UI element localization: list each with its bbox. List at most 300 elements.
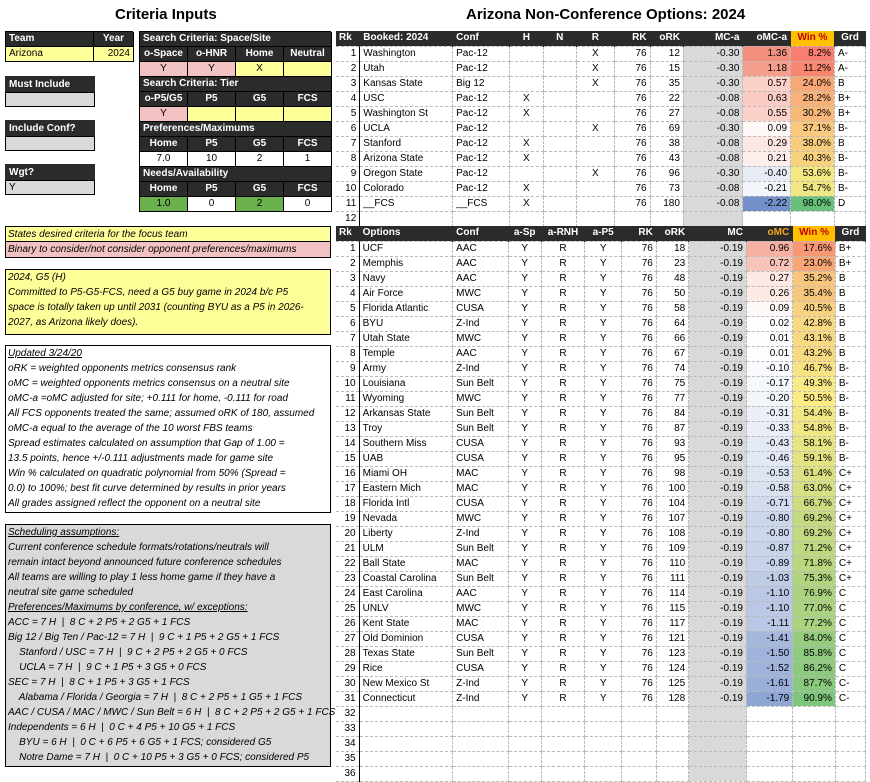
table-cell: 76 bbox=[614, 151, 650, 166]
must-include-input[interactable] bbox=[5, 92, 95, 107]
table-cell: -0.46 bbox=[746, 451, 792, 466]
table-cell: C+ bbox=[835, 511, 865, 526]
table-cell: B- bbox=[835, 421, 865, 436]
table-row[interactable] bbox=[336, 241, 866, 256]
table-cell: Southern Miss bbox=[359, 436, 453, 451]
table-cell: -0.30 bbox=[683, 76, 743, 91]
table-cell: Y bbox=[585, 406, 622, 421]
table-cell: Louisiana bbox=[359, 376, 453, 391]
table-cell: R bbox=[541, 331, 584, 346]
table-row[interactable] bbox=[336, 451, 866, 466]
table-cell: 86.2% bbox=[793, 661, 836, 676]
table-row[interactable] bbox=[336, 496, 866, 511]
table-cell bbox=[585, 766, 622, 781]
booked-table bbox=[336, 31, 866, 227]
table-cell: 12 bbox=[336, 211, 360, 226]
table-cell bbox=[746, 721, 792, 736]
table-row[interactable] bbox=[336, 511, 866, 526]
table-cell: 111 bbox=[656, 571, 688, 586]
table-cell: R bbox=[541, 316, 584, 331]
table-cell: 128 bbox=[656, 691, 688, 706]
table-cell: A- bbox=[834, 61, 865, 76]
table-cell: Pac-12 bbox=[453, 121, 510, 136]
table-cell: -1.41 bbox=[746, 631, 792, 646]
note-line: space is totally taken up until 2031 (counting BYU as a P5 in 2026- bbox=[8, 302, 304, 313]
table-cell: AAC bbox=[453, 586, 508, 601]
table-cell: -0.19 bbox=[689, 436, 747, 451]
table-cell: B- bbox=[835, 376, 865, 391]
table-cell: 28 bbox=[336, 646, 359, 661]
table-row[interactable] bbox=[336, 751, 866, 766]
table-cell bbox=[510, 211, 543, 226]
table-cell: Y bbox=[585, 376, 622, 391]
table-cell: Y bbox=[508, 631, 541, 646]
table-cell: -1.50 bbox=[746, 646, 792, 661]
table-cell bbox=[835, 751, 865, 766]
table-cell: Wyoming bbox=[359, 391, 453, 406]
table-cell bbox=[543, 106, 576, 121]
table-cell: C+ bbox=[835, 526, 865, 541]
col-header: FCS bbox=[284, 137, 332, 152]
note-line: SEC = 7 H | 8 C + 1 P5 + 3 G5 + 1 FCS bbox=[8, 677, 190, 688]
table-cell: 27 bbox=[650, 106, 683, 121]
note-line: ACC = 7 H | 8 C + 2 P5 + 2 G5 + 1 FCS bbox=[8, 617, 191, 628]
table-cell: 76 bbox=[622, 676, 657, 691]
table-cell: -0.53 bbox=[746, 466, 792, 481]
table-cell bbox=[793, 751, 836, 766]
table-cell: 32 bbox=[336, 706, 359, 721]
note-line: 0.0) to 100%; best fit curve determined by results in prior years bbox=[8, 483, 286, 494]
table-cell: C+ bbox=[835, 541, 865, 556]
table-cell: Pac-12 bbox=[453, 136, 510, 151]
table-cell bbox=[835, 736, 865, 751]
wgt-input[interactable]: Y bbox=[5, 180, 95, 195]
table-cell bbox=[543, 181, 576, 196]
table-cell: -1.61 bbox=[746, 676, 792, 691]
table-cell: AAC bbox=[453, 256, 508, 271]
table-cell: 76 bbox=[622, 256, 657, 271]
table-cell bbox=[835, 706, 865, 721]
table-row[interactable] bbox=[336, 616, 866, 631]
table-cell: Pac-12 bbox=[453, 91, 510, 106]
table-cell: -0.31 bbox=[746, 406, 792, 421]
table-cell bbox=[453, 721, 508, 736]
table-cell bbox=[453, 706, 508, 721]
table-cell: X bbox=[510, 196, 543, 211]
table-row[interactable] bbox=[336, 301, 866, 316]
table-cell: -0.19 bbox=[689, 691, 747, 706]
table-cell: Z-Ind bbox=[453, 361, 508, 376]
table-cell bbox=[359, 766, 453, 781]
table-cell bbox=[791, 211, 835, 226]
g5-input[interactable] bbox=[236, 107, 284, 122]
table-cell: R bbox=[541, 586, 584, 601]
include-conf-input[interactable] bbox=[5, 136, 95, 151]
table-cell: Ball State bbox=[359, 556, 453, 571]
table-cell: 64 bbox=[656, 316, 688, 331]
table-cell bbox=[689, 751, 747, 766]
table-cell bbox=[453, 736, 508, 751]
table-cell: C+ bbox=[835, 466, 865, 481]
table-cell: D bbox=[834, 196, 865, 211]
table-cell bbox=[656, 721, 688, 736]
table-cell: 34 bbox=[336, 736, 359, 751]
table-cell: 87.7% bbox=[793, 676, 836, 691]
table-cell: Y bbox=[585, 646, 622, 661]
table-row[interactable] bbox=[336, 706, 866, 721]
table-cell: 0.09 bbox=[746, 301, 792, 316]
table-row[interactable] bbox=[336, 421, 866, 436]
table-cell: Y bbox=[508, 286, 541, 301]
table-cell: R bbox=[541, 406, 584, 421]
pref-value: 2 bbox=[236, 152, 284, 167]
table-cell bbox=[622, 721, 657, 736]
need-value: 1.0 bbox=[140, 197, 188, 212]
table-row[interactable] bbox=[336, 406, 866, 421]
table-cell: -0.40 bbox=[743, 166, 791, 181]
table-cell: -0.71 bbox=[746, 496, 792, 511]
table-cell: 76 bbox=[622, 556, 657, 571]
table-cell: 76 bbox=[622, 406, 657, 421]
table-cell: Y bbox=[585, 661, 622, 676]
note-line: All teams are willing to play 1 less home game if they have a bbox=[8, 572, 276, 583]
team-input[interactable]: Arizona bbox=[6, 47, 94, 62]
table-cell: B- bbox=[835, 391, 865, 406]
table-cell: 76 bbox=[622, 511, 657, 526]
table-cell: MWC bbox=[453, 331, 508, 346]
table-row[interactable] bbox=[336, 661, 866, 676]
table-cell: B bbox=[835, 331, 865, 346]
table-cell: B+ bbox=[835, 256, 865, 271]
table-cell: R bbox=[541, 511, 584, 526]
table-row[interactable] bbox=[336, 91, 866, 106]
table-cell: -1.10 bbox=[746, 586, 792, 601]
table-cell: 11 bbox=[336, 196, 360, 211]
table-row[interactable] bbox=[336, 586, 866, 601]
table-cell: Army bbox=[359, 361, 453, 376]
table-cell: 36 bbox=[336, 766, 359, 781]
table-cell: Y bbox=[585, 346, 622, 361]
table-cell: R bbox=[541, 451, 584, 466]
table-row[interactable] bbox=[336, 601, 866, 616]
table-row[interactable] bbox=[336, 721, 866, 736]
table-cell: 27 bbox=[336, 631, 359, 646]
table-cell: 42.8% bbox=[793, 316, 836, 331]
table-cell: -0.87 bbox=[746, 541, 792, 556]
table-cell: 12 bbox=[336, 406, 359, 421]
fcs-input[interactable] bbox=[284, 107, 332, 122]
tier-header: Search Criteria: Tier bbox=[140, 77, 332, 92]
table-cell bbox=[656, 736, 688, 751]
table-cell: Arkansas State bbox=[359, 406, 453, 421]
table-cell: 85.8% bbox=[793, 646, 836, 661]
table-cell: 38.0% bbox=[791, 136, 835, 151]
table-cell: B bbox=[835, 271, 865, 286]
table-cell: 53.6% bbox=[791, 166, 835, 181]
table-cell: C bbox=[835, 661, 865, 676]
table-row[interactable] bbox=[336, 76, 866, 91]
o-p5g5-input[interactable]: Y bbox=[140, 107, 188, 122]
table-cell: Y bbox=[508, 406, 541, 421]
table-row[interactable] bbox=[336, 646, 866, 661]
table-cell: Y bbox=[508, 466, 541, 481]
table-cell: 76 bbox=[622, 391, 657, 406]
table-cell: 63.0% bbox=[793, 481, 836, 496]
note-line: AAC / CUSA / MAC / MWC / Sun Belt = 6 H | 8 C + 2 P5 + 2 G5 + 1 FCS bbox=[8, 707, 336, 718]
table-row[interactable] bbox=[336, 691, 866, 706]
table-cell bbox=[614, 211, 650, 226]
col-header: FCS bbox=[284, 92, 332, 107]
table-cell: 76 bbox=[622, 541, 657, 556]
table-row[interactable] bbox=[336, 541, 866, 556]
o-hnr-input[interactable]: Y bbox=[188, 62, 236, 77]
table-cell: 108 bbox=[656, 526, 688, 541]
table-cell: Y bbox=[585, 391, 622, 406]
table-cell: -0.19 bbox=[689, 511, 747, 526]
table-cell: -0.19 bbox=[689, 541, 747, 556]
table-cell: 38 bbox=[650, 136, 683, 151]
table-cell: 50 bbox=[656, 286, 688, 301]
table-cell: 7 bbox=[336, 331, 359, 346]
table-cell: Washington St bbox=[360, 106, 453, 121]
table-row[interactable] bbox=[336, 556, 866, 571]
table-cell: 95 bbox=[656, 451, 688, 466]
table-cell: 76 bbox=[622, 526, 657, 541]
table-cell: 76 bbox=[622, 601, 657, 616]
table-cell bbox=[689, 706, 747, 721]
table-row[interactable] bbox=[336, 466, 866, 481]
table-cell: 0.29 bbox=[743, 136, 791, 151]
table-cell: 35 bbox=[650, 76, 683, 91]
table-cell bbox=[622, 766, 657, 781]
table-cell: 11.2% bbox=[791, 61, 835, 76]
table-cell: Air Force bbox=[359, 286, 453, 301]
table-cell: Rice bbox=[359, 661, 453, 676]
table-cell: AAC bbox=[453, 271, 508, 286]
table-cell: Pac-12 bbox=[453, 106, 510, 121]
table-row[interactable] bbox=[336, 166, 866, 181]
table-row[interactable] bbox=[336, 331, 866, 346]
table-cell: 43 bbox=[650, 151, 683, 166]
table-cell: 76 bbox=[614, 196, 650, 211]
table-cell: 4 bbox=[336, 286, 359, 301]
table-row[interactable] bbox=[336, 211, 866, 226]
table-cell: -2.22 bbox=[743, 196, 791, 211]
table-cell: Y bbox=[585, 511, 622, 526]
table-cell: 76 bbox=[614, 106, 650, 121]
note-line: 2027, as Arizona likely does). bbox=[8, 317, 139, 328]
table-cell: -0.19 bbox=[689, 421, 747, 436]
table-cell: -0.30 bbox=[683, 166, 743, 181]
table-cell: Y bbox=[508, 511, 541, 526]
table-cell: Y bbox=[508, 316, 541, 331]
table-cell: 43.2% bbox=[793, 346, 836, 361]
table-cell: Arizona State bbox=[360, 151, 453, 166]
table-cell: 22 bbox=[336, 556, 359, 571]
table-row[interactable] bbox=[336, 316, 866, 331]
table-row[interactable] bbox=[336, 361, 866, 376]
home-input[interactable]: X bbox=[236, 62, 284, 77]
table-row[interactable] bbox=[336, 481, 866, 496]
table-cell: AAC bbox=[453, 346, 508, 361]
table-row[interactable] bbox=[336, 736, 866, 751]
table-row[interactable] bbox=[336, 181, 866, 196]
table-row[interactable] bbox=[336, 571, 866, 586]
table-row[interactable] bbox=[336, 391, 866, 406]
table-row[interactable] bbox=[336, 271, 866, 286]
table-cell: -0.19 bbox=[689, 391, 747, 406]
table-cell: 5 bbox=[336, 301, 359, 316]
table-cell: -0.21 bbox=[743, 181, 791, 196]
table-cell: -0.19 bbox=[689, 301, 747, 316]
table-cell: 0.63 bbox=[743, 91, 791, 106]
col-header: P5 bbox=[188, 137, 236, 152]
table-cell: 1 bbox=[336, 241, 359, 256]
table-cell: 9 bbox=[336, 166, 360, 181]
table-cell: Sun Belt bbox=[453, 571, 508, 586]
table-cell bbox=[510, 166, 543, 181]
table-cell bbox=[543, 196, 576, 211]
table-cell: 15 bbox=[336, 451, 359, 466]
note-line: Preferences/Maximums by conference, w/ exceptions: bbox=[8, 602, 248, 613]
table-cell: 76 bbox=[614, 76, 650, 91]
table-row[interactable] bbox=[336, 106, 866, 121]
table-cell: 76 bbox=[614, 166, 650, 181]
table-cell: Y bbox=[585, 691, 622, 706]
table-cell: 76 bbox=[622, 646, 657, 661]
table-cell: 71.2% bbox=[793, 541, 836, 556]
table-cell: 76 bbox=[622, 496, 657, 511]
table-cell: -0.08 bbox=[683, 91, 743, 106]
table-row[interactable] bbox=[336, 526, 866, 541]
table-cell: 104 bbox=[656, 496, 688, 511]
table-cell: AAC bbox=[453, 241, 508, 256]
table-row[interactable] bbox=[336, 436, 866, 451]
table-cell: Y bbox=[585, 451, 622, 466]
table-row[interactable] bbox=[336, 346, 866, 361]
table-cell: 24 bbox=[336, 586, 359, 601]
p5-input[interactable] bbox=[188, 107, 236, 122]
note-line: remain intact beyond announced future conference schedules bbox=[8, 557, 282, 568]
year-input[interactable]: 2024 bbox=[94, 47, 134, 62]
table-cell: 107 bbox=[656, 511, 688, 526]
table-row[interactable] bbox=[336, 631, 866, 646]
table-cell: -0.19 bbox=[689, 376, 747, 391]
table-cell: -1.10 bbox=[746, 601, 792, 616]
table-cell: 10 bbox=[336, 376, 359, 391]
table-cell: 1 bbox=[336, 46, 360, 61]
table-row[interactable] bbox=[336, 196, 866, 211]
table-cell: 14 bbox=[336, 436, 359, 451]
table-cell: BYU bbox=[359, 316, 453, 331]
column-header: Conf bbox=[453, 226, 508, 241]
table-cell: Coastal Carolina bbox=[359, 571, 453, 586]
table-cell: 23 bbox=[336, 571, 359, 586]
table-cell: 180 bbox=[650, 196, 683, 211]
table-cell bbox=[543, 211, 576, 226]
table-cell bbox=[541, 736, 584, 751]
table-row[interactable] bbox=[336, 286, 866, 301]
table-cell: R bbox=[541, 421, 584, 436]
table-cell bbox=[359, 751, 453, 766]
table-cell: 69.2% bbox=[793, 511, 836, 526]
col-header: P5 bbox=[188, 92, 236, 107]
table-cell: MAC bbox=[453, 481, 508, 496]
table-cell: Memphis bbox=[359, 256, 453, 271]
table-cell bbox=[650, 211, 683, 226]
table-cell: Pac-12 bbox=[453, 46, 510, 61]
table-cell: C bbox=[835, 586, 865, 601]
o-space-input[interactable]: Y bbox=[140, 62, 188, 77]
table-cell: -0.19 bbox=[689, 271, 747, 286]
neutral-input[interactable] bbox=[284, 62, 332, 77]
table-cell: B- bbox=[835, 361, 865, 376]
table-cell: 77.0% bbox=[793, 601, 836, 616]
table-cell: Y bbox=[585, 676, 622, 691]
table-cell: Y bbox=[508, 616, 541, 631]
table-cell: R bbox=[541, 496, 584, 511]
note-line: oRK = weighted opponents metrics consensus rank bbox=[8, 363, 237, 374]
table-cell: Big 12 bbox=[453, 76, 510, 91]
table-cell: X bbox=[576, 76, 614, 91]
table-row[interactable] bbox=[336, 136, 866, 151]
table-cell: 23 bbox=[656, 256, 688, 271]
table-row[interactable] bbox=[336, 121, 866, 136]
table-cell: R bbox=[541, 541, 584, 556]
table-row[interactable] bbox=[336, 676, 866, 691]
table-cell: CUSA bbox=[453, 436, 508, 451]
table-cell: 40.5% bbox=[793, 301, 836, 316]
table-row[interactable] bbox=[336, 376, 866, 391]
table-cell: R bbox=[541, 391, 584, 406]
table-cell: -0.89 bbox=[746, 556, 792, 571]
table-cell: Texas State bbox=[359, 646, 453, 661]
note-line: 13.5 points, hence +/-0.111 adjustments made for game site bbox=[8, 453, 274, 464]
col-header: Home bbox=[140, 137, 188, 152]
table-cell: -0.10 bbox=[746, 361, 792, 376]
table-cell: -0.19 bbox=[689, 241, 747, 256]
table-cell: Florida Atlantic bbox=[359, 301, 453, 316]
table-cell: Eastern Mich bbox=[359, 481, 453, 496]
table-cell: 123 bbox=[656, 646, 688, 661]
table-row[interactable] bbox=[336, 151, 866, 166]
table-cell: 58.1% bbox=[793, 436, 836, 451]
table-cell: X bbox=[576, 166, 614, 181]
table-cell: 46.7% bbox=[793, 361, 836, 376]
table-cell: 13 bbox=[336, 421, 359, 436]
legend-pink: Binary to consider/not consider opponent preferences/maximums bbox=[5, 241, 331, 258]
table-row[interactable] bbox=[336, 256, 866, 271]
table-row[interactable] bbox=[336, 46, 866, 61]
table-cell: B bbox=[835, 346, 865, 361]
table-row[interactable] bbox=[336, 61, 866, 76]
table-cell bbox=[576, 181, 614, 196]
table-cell bbox=[541, 721, 584, 736]
table-cell: B- bbox=[834, 166, 865, 181]
table-cell: 76 bbox=[622, 301, 657, 316]
table-cell: -0.43 bbox=[746, 436, 792, 451]
col-header: Neutral bbox=[284, 47, 332, 62]
table-cell: MAC bbox=[453, 466, 508, 481]
table-cell: Miami OH bbox=[359, 466, 453, 481]
table-cell: 22 bbox=[650, 91, 683, 106]
table-cell: R bbox=[541, 631, 584, 646]
table-cell bbox=[622, 736, 657, 751]
table-row[interactable] bbox=[336, 766, 866, 781]
table-cell: 35.4% bbox=[793, 286, 836, 301]
table-cell bbox=[541, 751, 584, 766]
space-site-header: Search Criteria: Space/Site bbox=[140, 32, 332, 47]
